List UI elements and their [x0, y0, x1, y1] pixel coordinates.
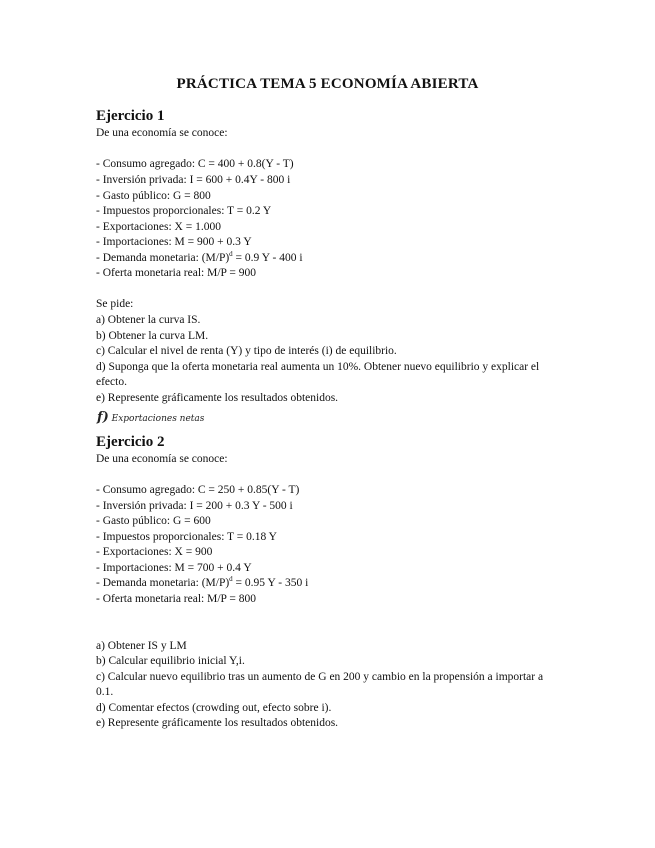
money-demand-suffix: = 0.9 Y - 400 i [232, 252, 303, 264]
exercise-1-question: e) Represente gráficamente los resultados obtenidos. [96, 392, 339, 404]
superscript-d: d [229, 575, 233, 584]
exercise-2-item: - Inversión privada: I = 200 + 0.3 Y - 500 i [96, 500, 293, 512]
handwritten-note [97, 410, 204, 425]
exercise-1-item: - Exportaciones: X = 1.000 [96, 221, 221, 233]
handwritten-letter: f) [97, 410, 109, 425]
exercise-1-se-pide: Se pide: [96, 298, 134, 310]
document-title: PRÁCTICA TEMA 5 ECONOMÍA ABIERTA [176, 76, 479, 92]
exercise-2-item: - Consumo agregado: C = 250 + 0.85(Y - T) [96, 484, 300, 496]
exercise-2-intro: De una economía se conoce: [96, 453, 228, 465]
exercise-1-item: - Inversión privada: I = 600 + 0.4Y - 800 i [96, 174, 291, 186]
exercise-2-question: e) Represente gráficamente los resultados obtenidos. [96, 717, 339, 729]
exercise-2-question: 0.1. [96, 686, 114, 698]
exercise-2-question: d) Comentar efectos (crowding out, efecto sobre i). [96, 702, 332, 714]
exercise-1-intro: De una economía se conoce: [96, 127, 228, 139]
exercise-2-item: - Gasto público: G = 600 [96, 515, 211, 527]
exercise-2-money-demand [96, 577, 308, 589]
exercise-1-question: efecto. [96, 376, 127, 388]
exercise-1-item: - Importaciones: M = 900 + 0.3 Y [96, 236, 252, 248]
exercise-2-item: - Impuestos proporcionales: T = 0.18 Y [96, 531, 277, 543]
exercise-1-heading: Ejercicio 1 [96, 108, 165, 124]
exercise-1-question: d) Suponga que la oferta monetaria real aumenta un 10%. Obtener nuevo equilibrio y explicar el [96, 361, 540, 373]
exercise-1-item: - Consumo agregado: C = 400 + 0.8(Y - T) [96, 158, 294, 170]
exercise-2-item: - Exportaciones: X = 900 [96, 546, 213, 558]
superscript-d: d [229, 250, 233, 259]
exercise-2-item: - Importaciones: M = 700 + 0.4 Y [96, 562, 252, 574]
money-demand-suffix: = 0.95 Y - 350 i [232, 577, 309, 589]
exercise-1-item: - Gasto público: G = 800 [96, 190, 211, 202]
exercise-1-question: a) Obtener la curva IS. [96, 314, 201, 326]
exercise-2-money-supply: - Oferta monetaria real: M/P = 800 [96, 593, 256, 605]
money-demand-prefix: - Demanda monetaria: (M/P) [96, 577, 230, 589]
exercise-2-question: c) Calcular nuevo equilibrio tras un aumento de G en 200 y cambio en la propensión a importar a [96, 671, 544, 683]
exercise-1-question: b) Obtener la curva LM. [96, 330, 209, 342]
exercise-1-money-demand [96, 252, 303, 264]
handwritten-note-text: Exportaciones netas [111, 414, 205, 424]
exercise-1-question: c) Calcular el nivel de renta (Y) y tipo de interés (i) de equilibrio. [96, 345, 397, 357]
exercise-2-question: b) Calcular equilibrio inicial Y,i. [96, 655, 245, 667]
exercise-2-question: a) Obtener IS y LM [96, 640, 187, 652]
exercise-2-heading: Ejercicio 2 [96, 434, 165, 450]
exercise-1-item: - Impuestos proporcionales: T = 0.2 Y [96, 205, 272, 217]
exercise-1-money-supply: - Oferta monetaria real: M/P = 900 [96, 267, 256, 279]
money-demand-prefix: - Demanda monetaria: (M/P) [96, 252, 230, 264]
